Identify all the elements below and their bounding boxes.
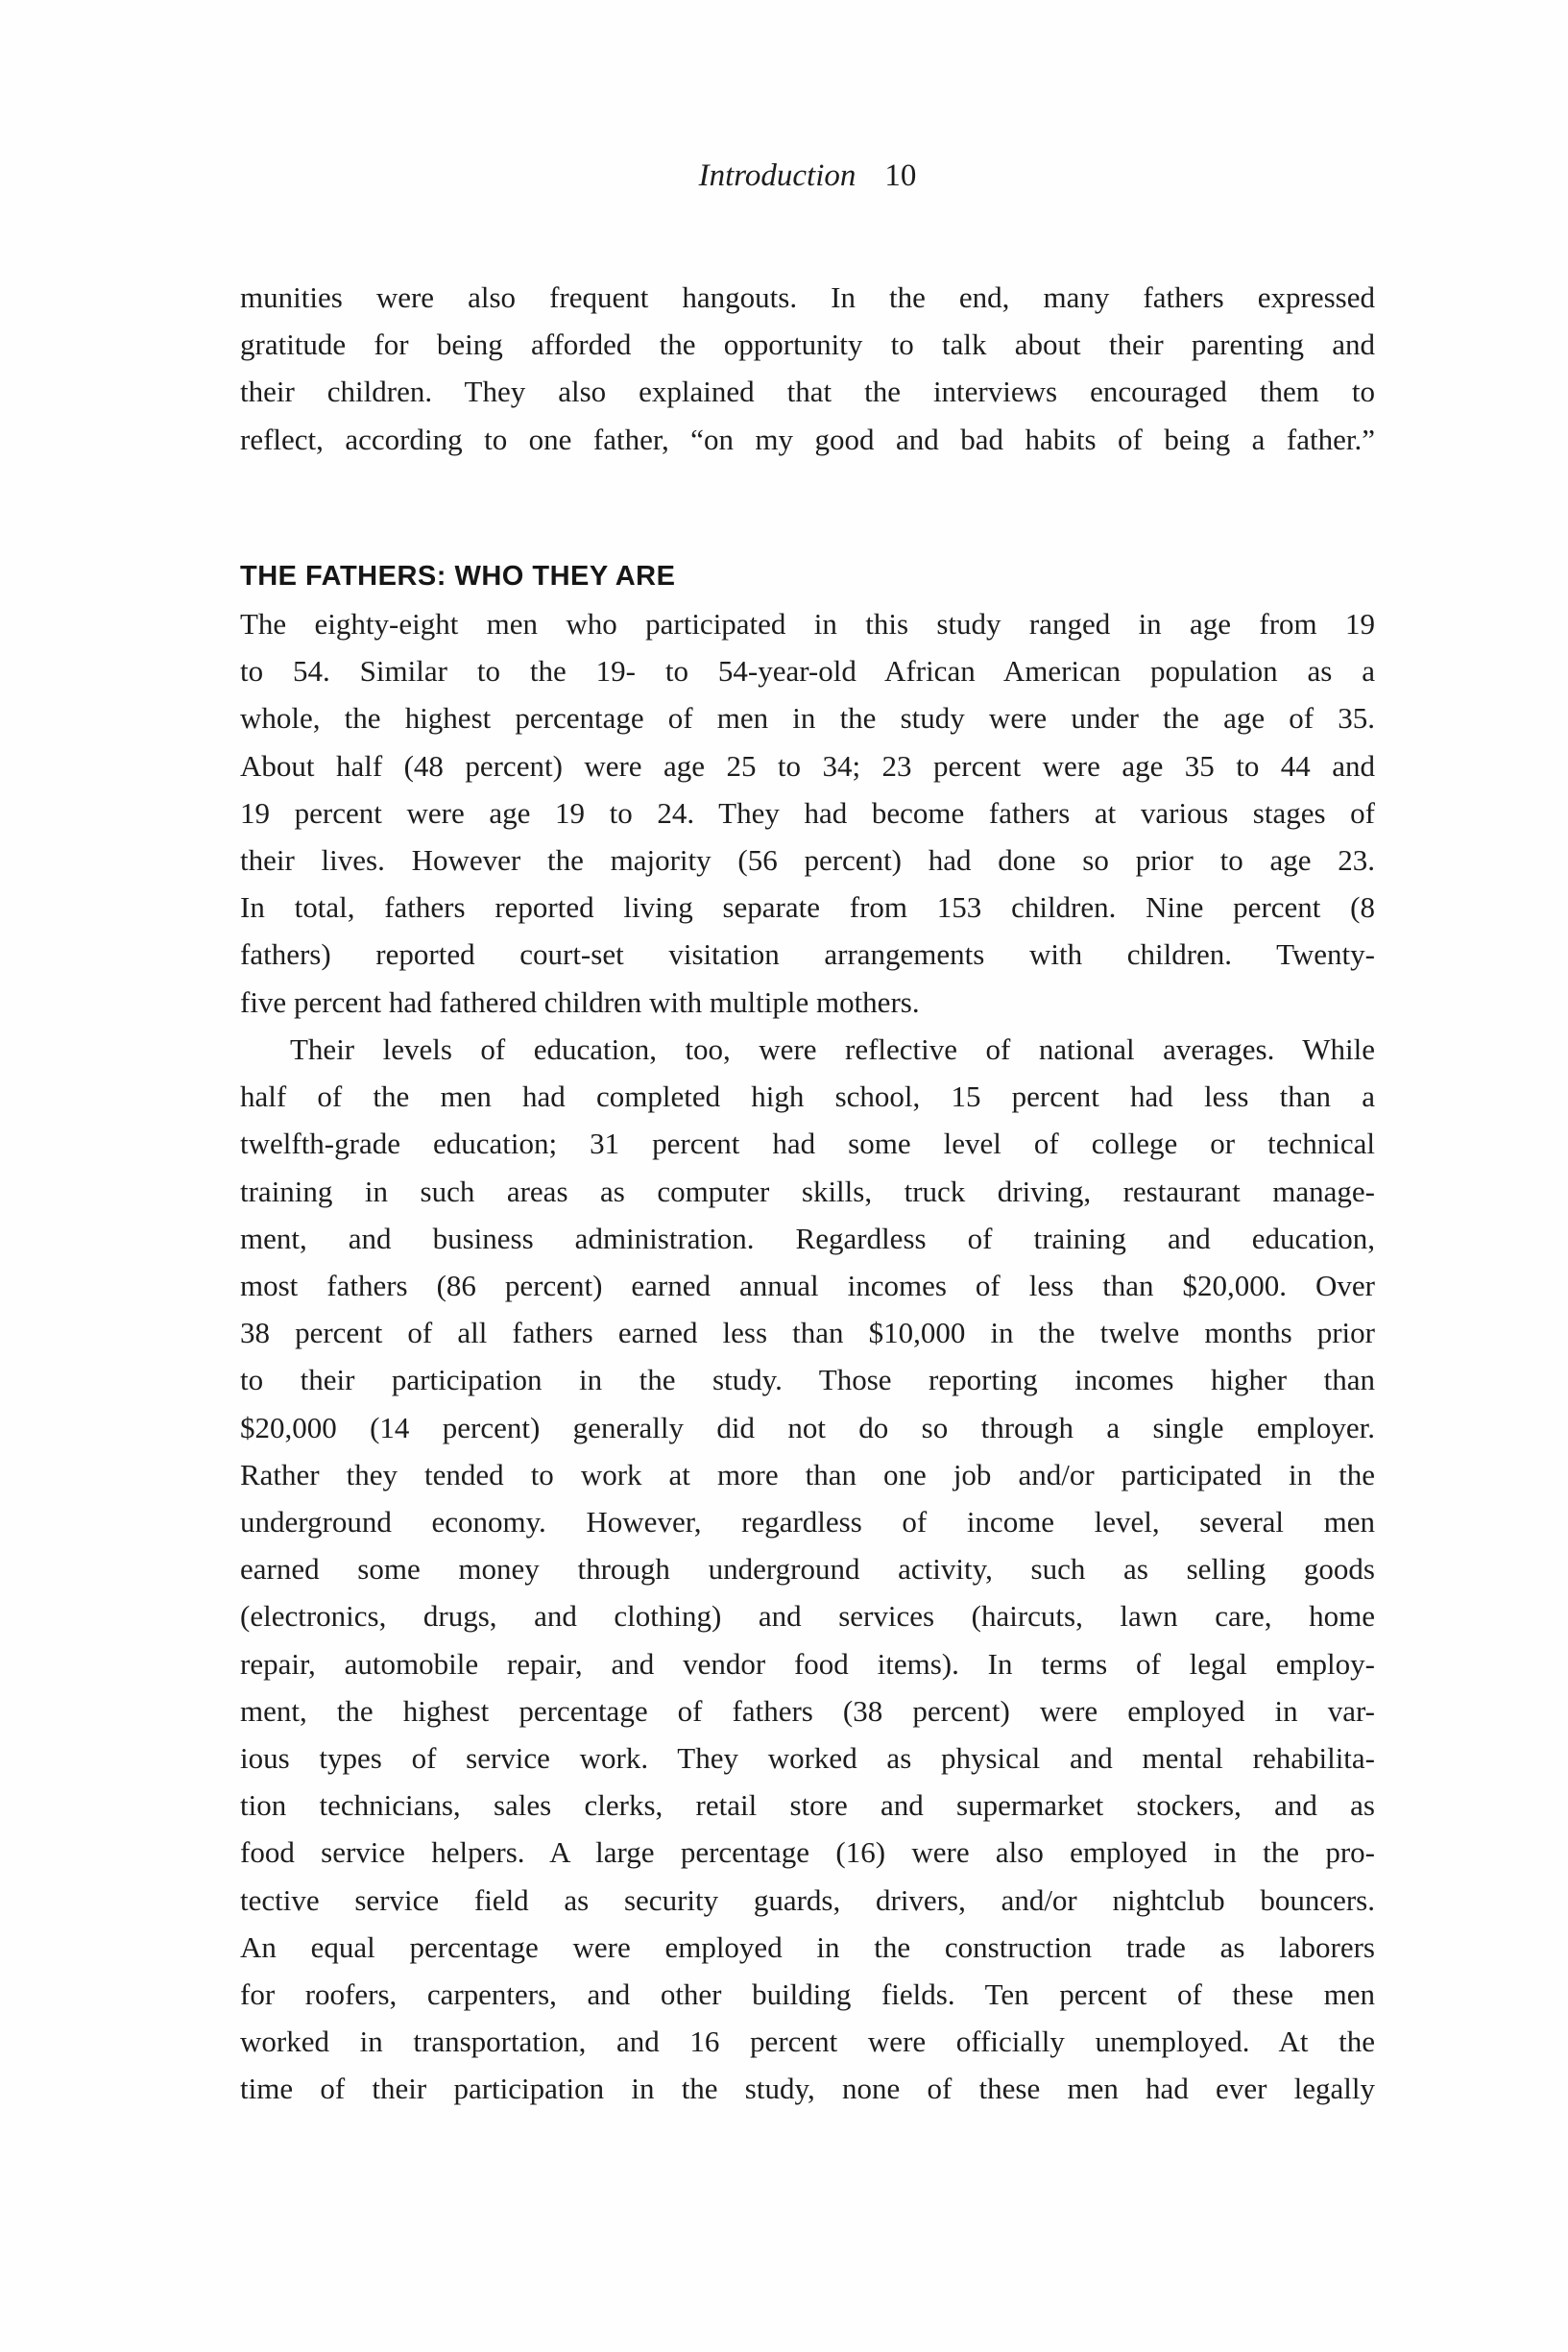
text-line: ment, and business administration. Regardless of training and education,: [240, 1221, 1375, 1255]
text-line: to 54. Similar to the 19- to 54-year-old African American population as a: [240, 654, 1375, 689]
text-line: fathers) reported court-set visitation arrangements with children. Twenty-: [240, 937, 1375, 972]
running-header: [240, 158, 1375, 206]
text-line: half of the men had completed high school, 15 percent had less than a: [240, 1079, 1375, 1114]
paragraph-fathers-ages: [240, 600, 1375, 1026]
text-line: repair, automobile repair, and vendor food items). In terms of legal employ-: [240, 1646, 1375, 1681]
text-line: for roofers, carpenters, and other building fields. Ten percent of these men: [240, 1977, 1375, 2012]
text-line: $20,000 (14 percent) generally did not do so through a single employer.: [240, 1410, 1375, 1444]
text-line: Their levels of education, too, were reflective of national averages. While: [290, 1032, 1375, 1066]
section-heading: THE FATHERS: WHO THEY ARE: [240, 561, 676, 592]
text-line: tion technicians, sales clerks, retail store and supermarket stockers, and as: [240, 1788, 1375, 1823]
text-line: tective service field as security guards, drivers, and/or nightclub bouncers.: [240, 1882, 1375, 1917]
text-line: most fathers (86 percent) earned annual incomes of less than $20,000. Over: [240, 1269, 1375, 1303]
text-line: ment, the highest percentage of fathers (38 percent) were employed in var-: [240, 1693, 1375, 1728]
text-line: The eighty-eight men who participated in this study ranged in age from 19: [240, 607, 1375, 641]
text-line: About half (48 percent) were age 25 to 34; 23 percent were age 35 to 44 and: [240, 748, 1375, 783]
text-line: twelfth-grade education; 31 percent had some level of college or technical: [240, 1127, 1375, 1161]
text-line: gratitude for being afforded the opportunity to talk about their parenting and: [240, 327, 1375, 362]
text-line: time of their participation in the study, none of these men had ever legally: [240, 2072, 1375, 2106]
text-line: food service helpers. A large percentage (16) were also employed in the pro-: [240, 1835, 1375, 1870]
text-line: their children. They also explained that the interviews encouraged them to: [240, 375, 1375, 409]
text-line: their lives. However the majority (56 percent) had done so prior to age 23.: [240, 843, 1375, 878]
text-line: whole, the highest percentage of men in the study were under the age of 35.: [240, 701, 1375, 736]
text-line: Rather they tended to work at more than one job and/or participated in the: [240, 1457, 1375, 1491]
paragraph-education-employment: [240, 1026, 1375, 2113]
paragraph-continued: [240, 274, 1375, 463]
header-page-number: 10: [884, 158, 917, 193]
header-section-title: Introduction: [698, 158, 856, 193]
text-line: munities were also frequent hangouts. In the end, many fathers expressed: [240, 280, 1375, 314]
text-line: (electronics, drugs, and clothing) and services (haircuts, lawn care, home: [240, 1599, 1375, 1634]
text-line: 38 percent of all fathers earned less than $10,000 in the twelve months prior: [240, 1316, 1375, 1350]
text-line: reflect, according to one father, “on my good and bad habits of being a father.”: [240, 422, 1375, 456]
text-line: An equal percentage were employed in the construction trade as laborers: [240, 1929, 1375, 1964]
text-block: [240, 0, 1375, 2352]
text-line: 19 percent were age 19 to 24. They had become fathers at various stages of: [240, 795, 1375, 830]
text-line: to their participation in the study. Those reporting incomes higher than: [240, 1363, 1375, 1397]
text-line: ious types of service work. They worked as physical and mental rehabilita-: [240, 1741, 1375, 1776]
text-line: earned some money through underground activity, such as selling goods: [240, 1552, 1375, 1587]
text-line: training in such areas as computer skills, truck driving, restaurant manage-: [240, 1174, 1375, 1208]
text-line: In total, fathers reported living separate from 153 children. Nine percent (8: [240, 890, 1375, 925]
text-line: underground economy. However, regardless of income level, several men: [240, 1505, 1375, 1540]
text-line: five percent had fathered children with multiple mothers.: [240, 984, 920, 1019]
text-line: worked in transportation, and 16 percent were officially unemployed. At the: [240, 2025, 1375, 2059]
